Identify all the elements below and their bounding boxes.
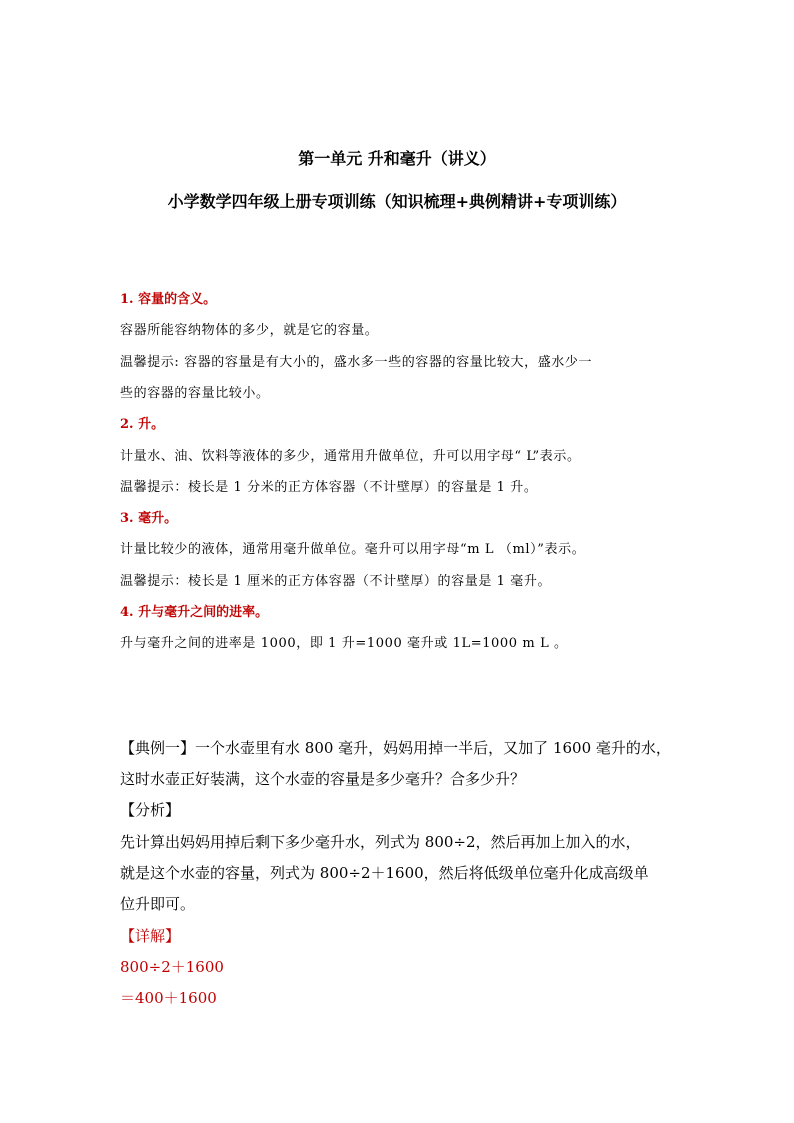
section-4-heading: 4. 升与毫升之间的进率。 [120, 605, 269, 620]
detail-label: 【详解】 [120, 927, 181, 945]
section-1-heading: 1. 容量的含义。 [120, 292, 217, 307]
example-label: 【典例一】 [120, 739, 196, 757]
section-1-line-3: 些的容器的容量比较小。 [120, 386, 270, 401]
analysis-line-1: 先计算出妈妈用掉后剩下多少毫升水，列式为 800÷2，然后再加上加入的水， [120, 833, 641, 851]
section-1-line-1: 容器所能容纳物体的多少，就是它的容量。 [120, 323, 379, 338]
example-question-line-1 [120, 738, 671, 758]
example-question-line-2: 这时水壶正好装满，这个水壶的容量是多少毫升？合多少升？ [120, 770, 526, 788]
section-2-line-2: 温馨提示：棱长是 1 分米的正方体容器（不计壁厚）的容量是 1 升。 [120, 480, 538, 495]
section-3-line-2: 温馨提示：棱长是 1 厘米的正方体容器（不计壁厚）的容量是 1 毫升。 [120, 574, 552, 589]
section-4-line-1: 升与毫升之间的进率是 1000，即 1 升=1000 毫升或 1L=1000 m L 。 [120, 636, 568, 651]
section-3-heading: 3. 毫升。 [120, 511, 178, 526]
document-title: 第一单元 升和毫升（讲义） [298, 149, 496, 168]
calc-line-1: 800÷2＋1600 [120, 958, 224, 976]
analysis-line-3: 位升即可。 [120, 895, 196, 913]
document-subtitle: 小学数学四年级上册专项训练（知识梳理+典例精讲+专项训练） [167, 192, 627, 211]
calc-line-2: ＝400＋1600 [120, 989, 217, 1007]
example-question-text-1: 一个水壶里有水 800 毫升，妈妈用掉一半后，又加了 1600 毫升的水， [195, 739, 671, 757]
section-1-line-2: 温馨提示: 容器的容量是有大小的，盛水多一些的容器的容量比较大，盛水少一 [120, 355, 593, 370]
section-2-line-1: 计量水、油、饮料等液体的多少，通常用升做单位，升可以用字母“ L”表示。 [120, 449, 581, 464]
section-2-heading: 2. 升。 [120, 417, 165, 432]
analysis-line-2: 就是这个水壶的容量，列式为 800÷2＋1600，然后将低级单位毫升化成高级单 [120, 864, 649, 882]
analysis-label: 【分析】 [120, 801, 181, 819]
section-3-line-1: 计量比较少的液体，通常用毫升做单位。毫升可以用字母“m L （ml）”表示。 [120, 542, 586, 557]
